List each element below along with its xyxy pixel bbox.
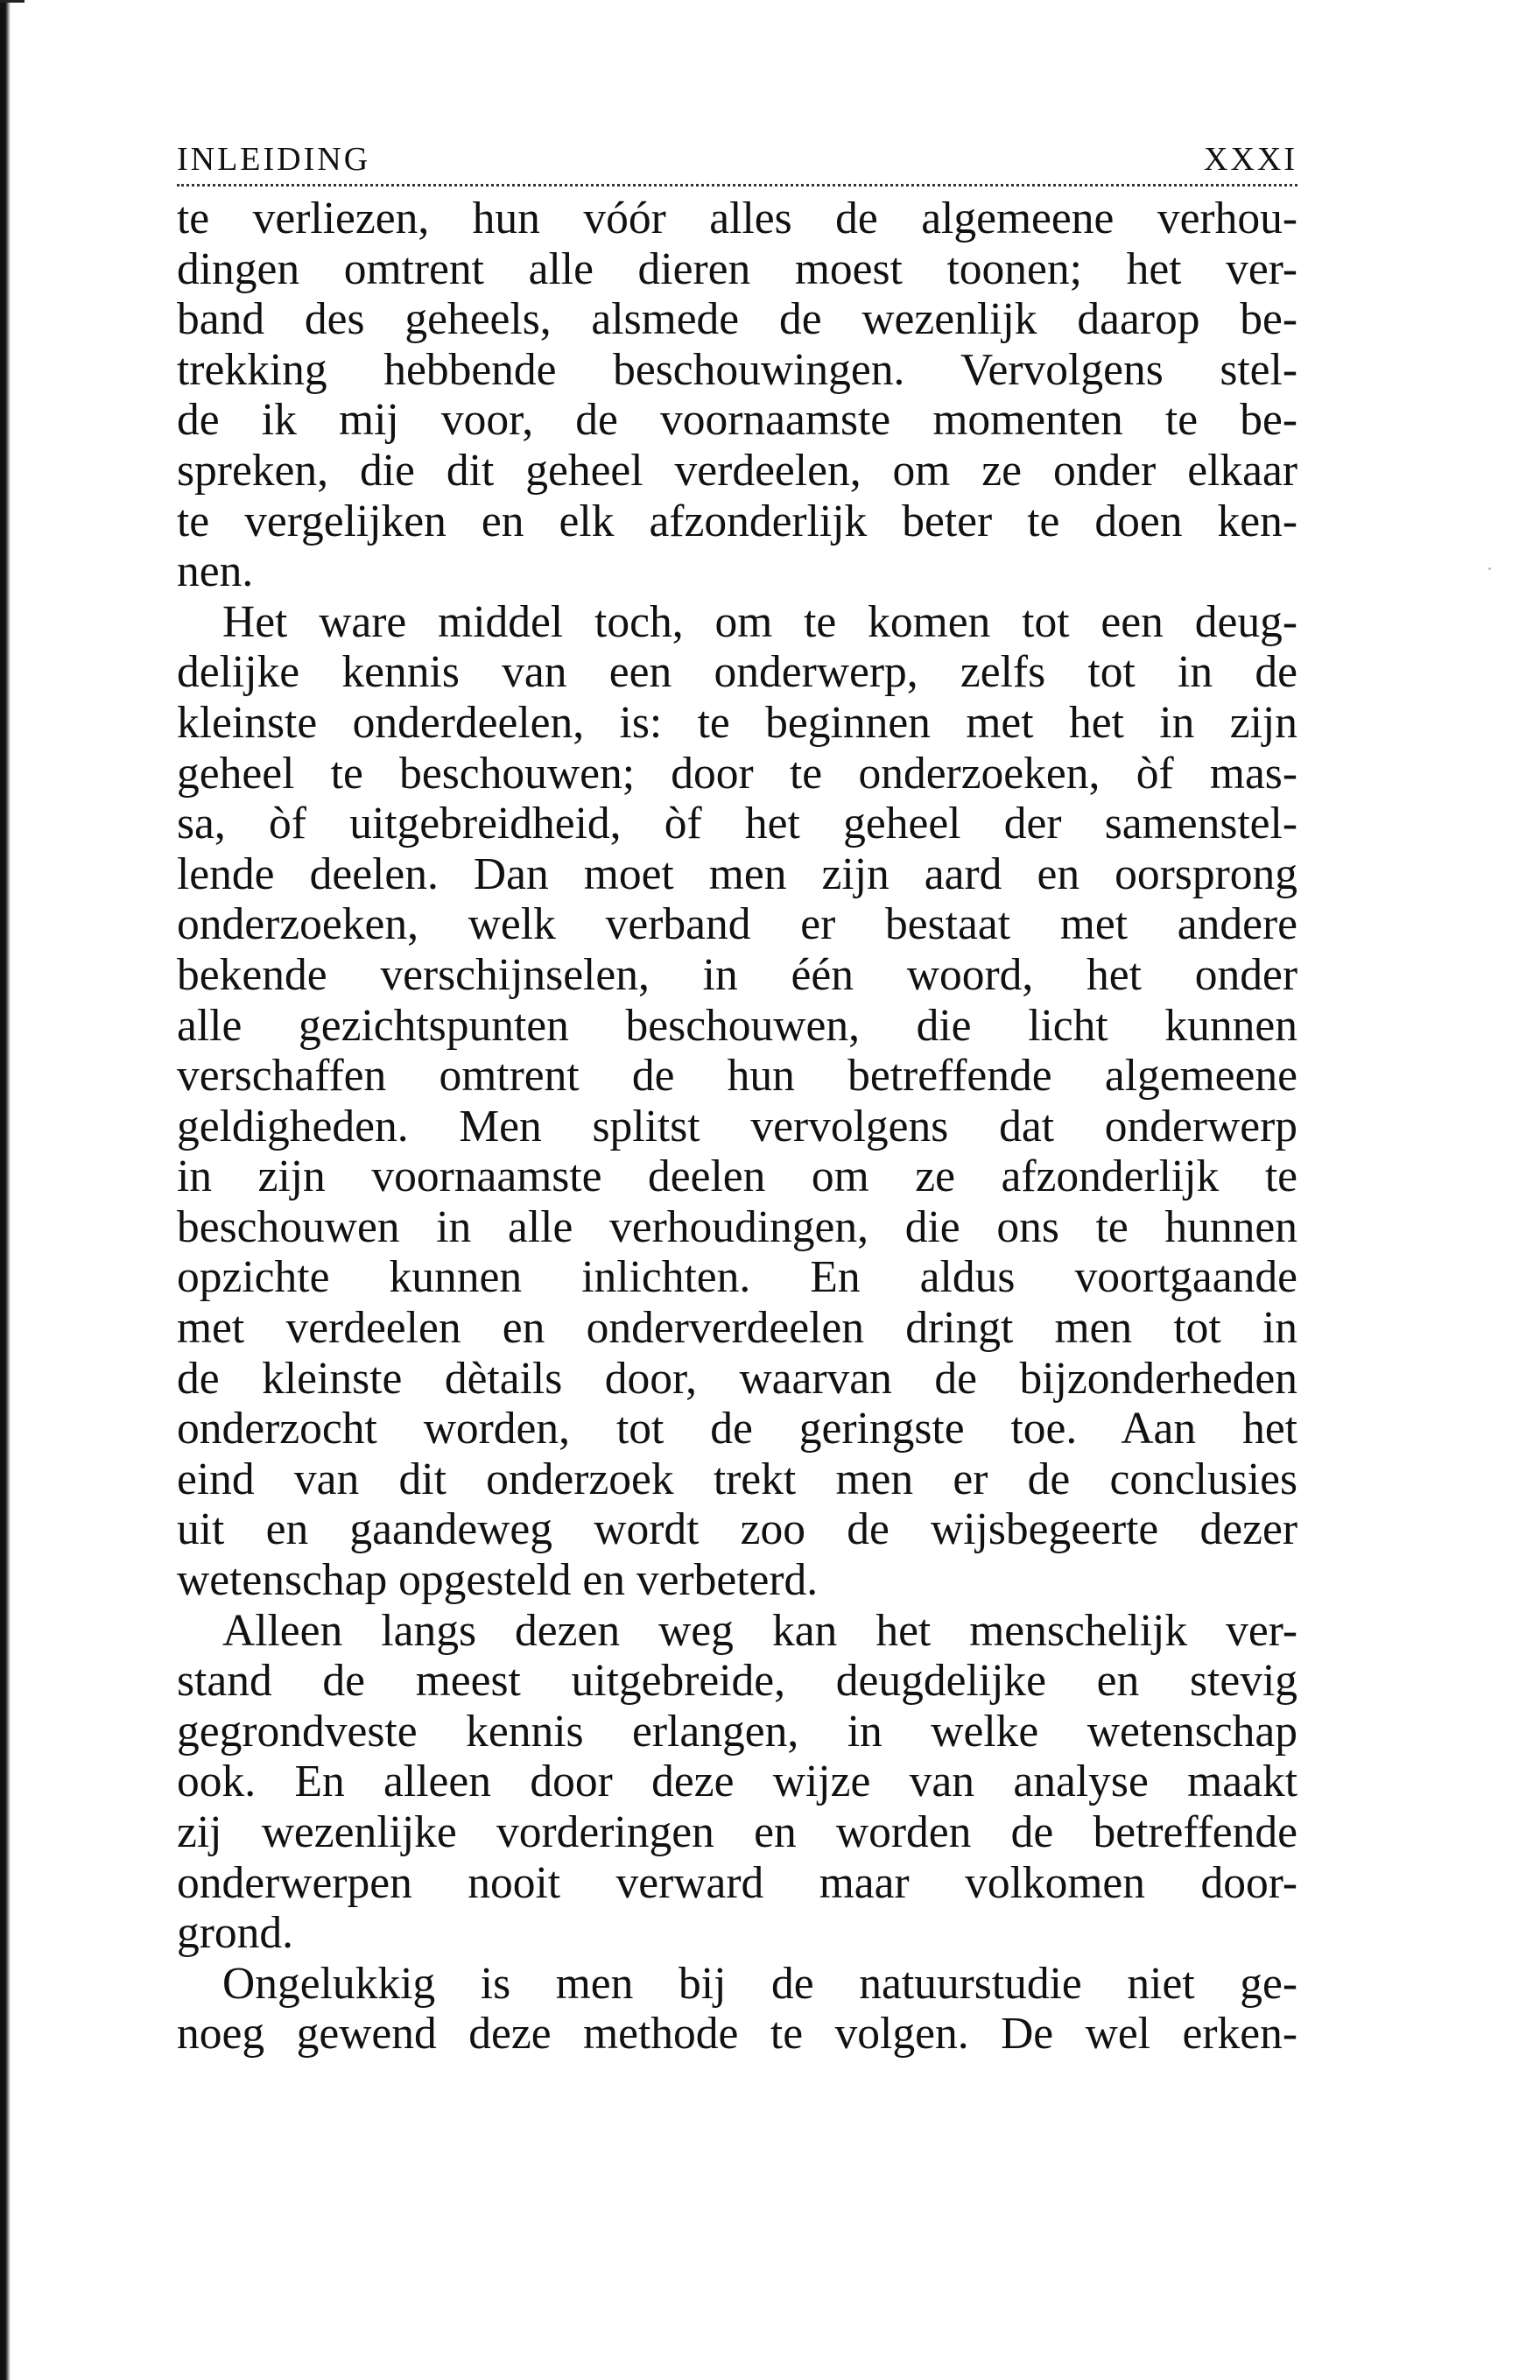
text-line: trekking hebbende beschouwingen. Vervolgens stel-: [177, 344, 1297, 395]
text-line: geheel te beschouwen; door te onderzoeken, òf mas-: [177, 748, 1297, 799]
text-line: in zijn voornaamste deelen om ze afzonderlijk te: [177, 1151, 1297, 1202]
text-line: ook. En alleen door deze wijze van analyse maakt: [177, 1757, 1297, 1807]
stray-ink-mark: [1488, 567, 1491, 570]
text-line: kleinste onderdeelen, is: te beginnen met het in zijn: [177, 697, 1297, 748]
body-text: [177, 194, 1297, 2060]
text-line: band des geheels, alsmede de wezenlijk daarop be-: [177, 294, 1297, 345]
text-line: Alleen langs dezen weg kan het menschelijk ver-: [222, 1605, 1297, 1656]
book-page: [177, 131, 1297, 2060]
text-line: uit en gaandeweg wordt zoo de wijsbegeerte dezer: [177, 1504, 1297, 1555]
text-line: delijke kennis van een onderwerp, zelfs tot in de: [177, 647, 1297, 698]
text-line: alle gezichtspunten beschouwen, die licht kunnen: [177, 1000, 1297, 1051]
text-line: te vergelijken en elk afzonderlijk beter te doen ken-: [177, 496, 1297, 546]
text-line: te verliezen, hun vóór alles de algemeene verhou-: [177, 194, 1297, 243]
text-line: Het ware middel toch, om te komen tot een deug-: [222, 596, 1297, 647]
text-line: onderzocht worden, tot de geringste toe. Aan het: [177, 1404, 1297, 1454]
page-corner-mark: [0, 0, 25, 3]
running-head-title: INLEIDING: [177, 141, 371, 178]
text-line: bekende verschijnselen, in één woord, het onder: [177, 949, 1297, 1000]
text-line: de kleinste dètails door, waarvan de bijzonderheden: [177, 1353, 1297, 1404]
text-line: eind van dit onderzoek trekt men er de conclusies: [177, 1454, 1297, 1504]
text-line: beschouwen in alle verhoudingen, die ons te hunnen: [177, 1201, 1297, 1252]
text-line: grond.: [177, 1908, 294, 1959]
text-line: opzichte kunnen inlichten. En aldus voortgaande: [177, 1252, 1297, 1303]
text-line: verschaffen omtrent de hun betreffende algemeene: [177, 1051, 1297, 1102]
text-line: gegrondveste kennis erlangen, in welke wetenschap: [177, 1706, 1297, 1757]
text-line: stand de meest uitgebreide, deugdelijke en stevig: [177, 1656, 1297, 1707]
text-line: geldigheden. Men splitst vervolgens dat onderwerp: [177, 1101, 1297, 1151]
page-number: XXXI: [1204, 141, 1297, 178]
text-line: noeg gewend deze methode te volgen. De wel erken-: [177, 2009, 1297, 2060]
text-line: de ik mij voor, de voornaamste momenten te be-: [177, 395, 1297, 446]
text-line: dingen omtrent alle dieren moest toonen; het ver-: [177, 243, 1297, 294]
text-line: spreken, die dit geheel verdeelen, om ze onder elkaar: [177, 445, 1297, 496]
text-line: zij wezenlijke vorderingen en worden de betreffende: [177, 1807, 1297, 1857]
text-line: nen.: [177, 546, 254, 597]
header-rule: [177, 184, 1297, 187]
page-binding-edge: [0, 0, 11, 2380]
text-line: onderwerpen nooit verward maar volkomen door-: [177, 1857, 1297, 1908]
running-head: [177, 131, 1297, 184]
text-line: sa, òf uitgebreidheid, òf het geheel der samenstel-: [177, 799, 1297, 849]
text-line: onderzoeken, welk verband er bestaat met andere: [177, 899, 1297, 950]
text-line: lende deelen. Dan moet men zijn aard en oorsprong: [177, 848, 1297, 899]
text-line: wetenschap opgesteld en verbeterd.: [177, 1555, 819, 1606]
text-line: met verdeelen en onderverdeelen dringt men tot in: [177, 1303, 1297, 1354]
text-line: Ongelukkig is men bij de natuurstudie niet ge-: [222, 1958, 1297, 2009]
